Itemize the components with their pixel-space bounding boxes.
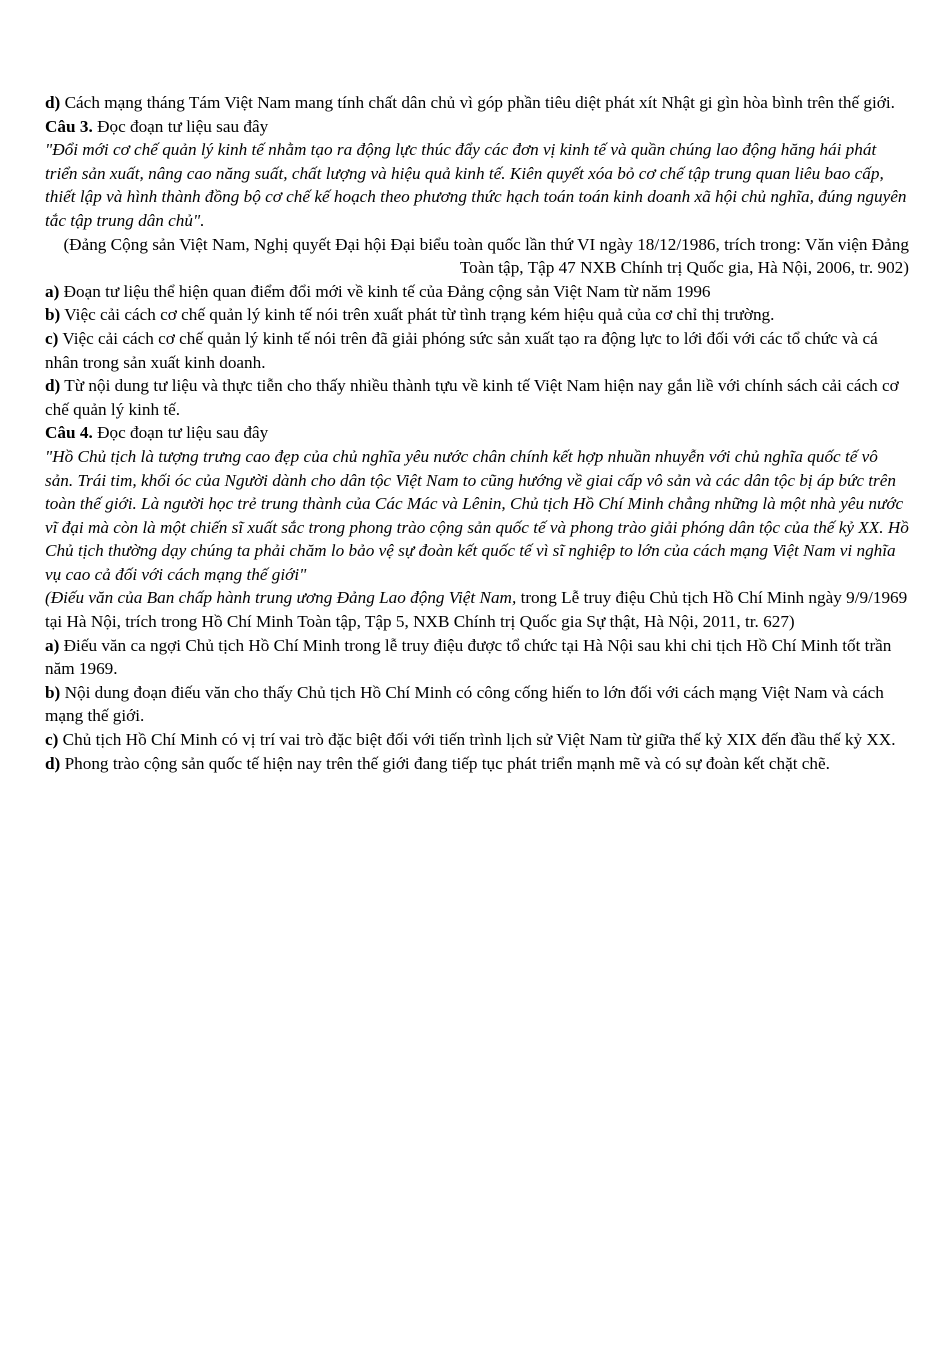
source-author: (Điếu văn của Ban chấp hành trung ương Đảng Lao động Việt Nam, [45,588,517,608]
option-letter: a) [45,635,60,655]
q3-option-d [45,374,909,421]
option-text: Từ nội dung tư liệu và thực tiễn cho thấy nhiều thành tựu về kinh tế Việt Nam hiện nay gắn liề với chính sách cải cách cơ chế quản lý kinh tế. [45,376,899,419]
option-letter: c) [45,730,59,750]
option-letter: b) [45,682,61,702]
document-page [45,91,909,775]
q4-heading [45,421,909,445]
option-letter: d) [45,376,61,396]
question-label: Câu 3. [45,116,93,136]
option-text: Đoạn tư liệu thể hiện quan điểm đổi mới về kinh tế của Đảng cộng sản Việt Nam từ năm 1996 [59,281,711,301]
q3-heading [45,115,909,139]
q4-source [45,586,909,633]
option-text: Việc cải cách cơ chế quản lý kinh tế nói trên xuất phát từ tình trạng kém hiệu quả của cơ chỉ thị trường. [60,305,775,325]
question-instruction: Đọc đoạn tư liệu sau đây [92,423,269,443]
option-text: Nội dung đoạn điếu văn cho thấy Chủ tịch Hồ Chí Minh có công cống hiến to lớn đối với cách mạng Việt Nam và cách mạng thế giới. [45,682,884,726]
q3-quote: "Đổi mới cơ chế quản lý kinh tế nhằm tạo ra động lực thúc đẩy các đơn vị kinh tế và quần chúng lao động hăng hái phát triển sản xuất, nâng cao năng suất, chất lượng và hiệu quả kinh tế. Kiên quyết xóa bỏ cơ chế tập trung quan liêu bao cấp, thiết lập và hình thành đồng bộ cơ chế kế hoạch theo phương thức hạch toán toán kinh doanh xã hội chủ nghĩa, đúng nguyên tắc tập trung dân chủ". [45,140,907,230]
q4-option-d [45,752,909,776]
q4-quote: "Hồ Chủ tịch là tượng trưng cao đẹp của chủ nghĩa yêu nước chân chính kết hợp nhuần nhuyễn với chủ nghĩa quốc tế vô sản. Trái tim, khối óc của Người dành cho dân tộc Việt Nam to cũng hướng về giai cấp vô sản và các dân tộc bị áp bức trên toàn thế giới. Là người học trẻ trung thành của Các Mác và Lênin, Chủ tịch Hồ Chí Minh chẳng những là một nhà yêu nước vĩ đại mà còn là một chiến sĩ xuất sắc trong phong trào cộng sản quốc tế và phong trào giải phóng dân tộc của thế kỷ XX. Hồ Chủ tịch thường dạy chúng ta phải chăm lo bảo vệ sự đoàn kết quốc tế vì sĩ nghiệp to lớn của cách mạng Việt Nam vi nghĩa vụ cao cả đối với cách mạng thế giới" [45,446,909,584]
option-text: Việc cải cách cơ chế quản lý kinh tế nói trên đã giải phóng sức sản xuất tạo ra động lực to lới đối với các tổ chức và cá nhân trong sản xuất kinh doanh. [45,328,878,372]
option-text: Phong trào cộng sản quốc tế hiện nay trên thế giới đang tiếp tục phát triển mạnh mẽ và có sự đoàn kết chặt chẽ. [60,753,830,773]
q4-option-b [45,681,909,728]
option-letter: a) [45,281,60,301]
q4-option-a [45,634,909,681]
option-letter: d) [45,753,61,773]
option-text: Cách mạng tháng Tám Việt Nam mang tính chất dân chủ vì góp phần tiêu diệt phát xít Nhật gi gìn hòa bình trên thế giới. [60,93,895,112]
q3-option-b [45,303,909,327]
q3-source: (Đảng Cộng sản Việt Nam, Nghị quyết Đại hội Đại biểu toàn quốc lần thứ VI ngày 18/12/1986, trích trong: Văn viện Đảng Toàn tập, Tập 47 NXB Chính trị Quốc gia, Hà Nội, 2006, tr. 902) [63,234,909,278]
q2-option-d [45,91,909,115]
source-details: trong Lễ truy điệu Chủ tịch Hồ Chí Minh ngày 9/9/1969 tại Hà Nội, trích trong Hồ Chí Minh Toàn tập, Tập 5, NXB Chính trị Quốc gia Sự thật, Hà Nội, 2011, tr. 627) [45,588,908,632]
option-letter: d) [45,93,61,112]
option-text: Điếu văn ca ngợi Chủ tịch Hồ Chí Minh trong lễ truy điệu được tổ chức tại Hà Nội sau khi chi tịch Hồ Chí Minh tốt trần năm 1969. [45,635,892,679]
question-label: Câu 4. [45,423,93,443]
question-instruction: Đọc đoạn tư liệu sau đây [92,116,269,136]
option-text: Chủ tịch Hồ Chí Minh có vị trí vai trò đặc biệt đối với tiến trình lịch sử Việt Nam từ giữa thế kỷ XIX đến đầu thế kỷ XX. [58,730,896,750]
option-letter: b) [45,305,61,325]
q3-option-a [45,280,909,304]
option-letter: c) [45,328,59,348]
q4-option-c [45,728,909,752]
q3-option-c [45,327,909,374]
